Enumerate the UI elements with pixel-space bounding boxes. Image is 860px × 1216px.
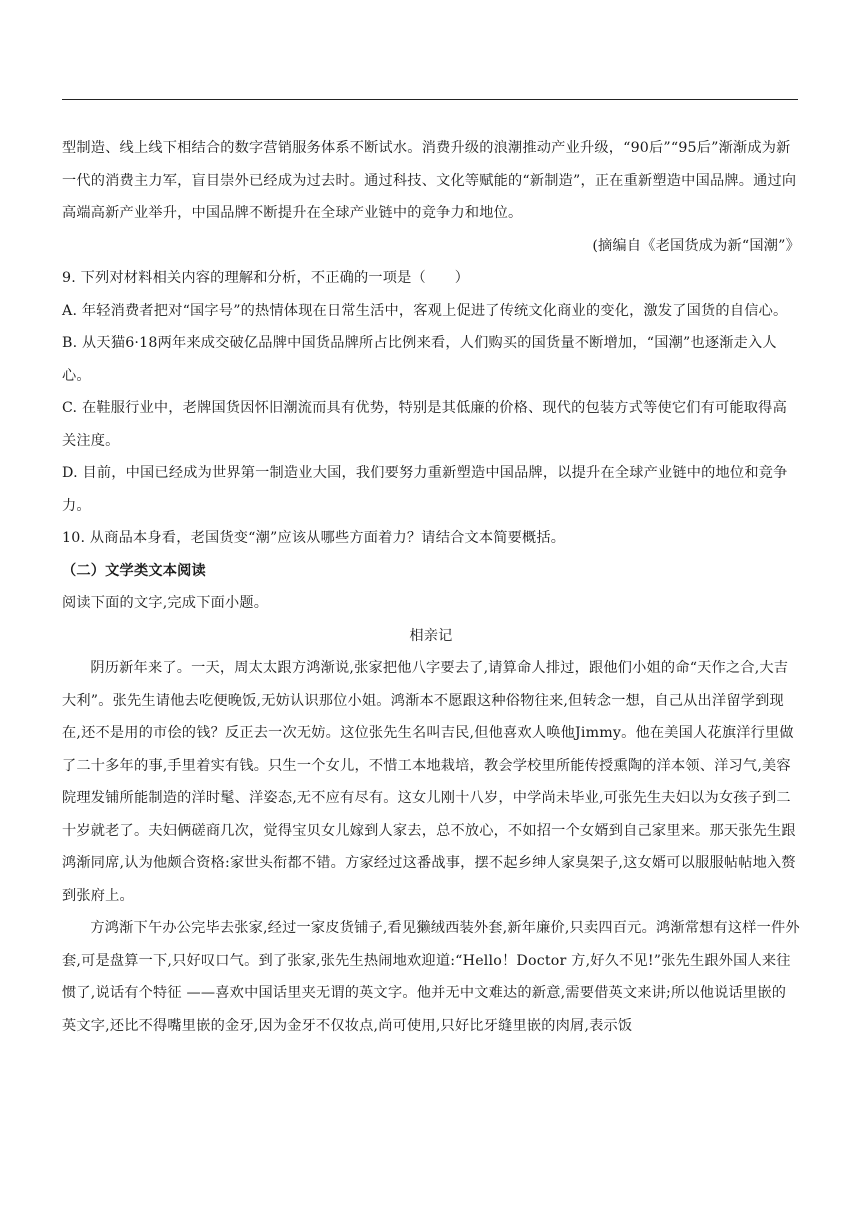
material-source: (摘编自《老国货成为新“国潮”》 <box>592 237 800 254</box>
option-a: A. 年轻消费者把对“国字号”的热情体现在日常生活中，客观上促进了传统文化商业的变化，激发了国货的自信心。 <box>62 302 788 319</box>
option-b: B. 从天猫6·18两年来成交破亿品牌中国货品牌所占比例来看，人们购买的国货量不断增加，“国潮”也逐渐走入人心。 <box>62 335 777 384</box>
question-9 <box>62 262 800 522</box>
article-paragraph-2: 方鸿渐下午办公完毕去张家,经过一家皮货铺子,看见獭绒西装外套,新年廉价,只卖四百元。鸿渐常想有这样一件外套,可是盘算一下,只好叹口气。到了张家,张先生热闹地欢迎道:“Hello！Doctor 方,好久不见!”张先生跟外国人来往惯了,说话有个特征 ——喜欢中国话里夹无谓的英文字。他并无中文难达的新意,需要借英文来讲;所以他说话里嵌的英文字,还比不得嘴里嵌的金牙,因为金牙不仅妆点,尚可使用,只好比牙缝里嵌的肉屑,表示饭 <box>62 920 800 1034</box>
article-title: 相亲记 <box>409 627 453 644</box>
document-body <box>62 132 800 1042</box>
header-rule <box>62 99 798 100</box>
article-paragraph-1: 阴历新年来了。一天，周太太跟方鸿渐说,张家把他八字要去了,请算命人排过，跟他们小姐的命“天作之合,大吉大利”。张先生请他去吃便晚饭,无妨认识那位小姐。鸿渐本不愿跟这种俗物往来,但转念一想，自己从出洋留学到现在,还不是用的市侩的钱？反正去一次无妨。这位张先生名叫吉民,但他喜欢人唤他Jimmy。他在美国人花旗洋行里做了二十多年的事,手里着实有钱。只生一个女儿，不惜工本地栽培，教会学校里所能传授熏陶的洋本领、洋习气,美容院理发铺所能制造的洋时髦、洋姿态,无不应有尽有。这女儿刚十八岁，中学尚未毕业,可张先生夫妇以为女孩子到二十岁就老了。夫妇俩磋商几次，觉得宝贝女儿嫁到人家去，总不放心，不如招一个女婿到自己家里来。那天张先生跟鸿渐同席,认为他颇合资格:家世头衔都不错。方家经过这番战事，摆不起乡绅人家臭架子,这女婿可以服服帖帖地入赘到张府上。 <box>62 660 796 904</box>
option-c: C. 在鞋服行业中，老牌国货因怀旧潮流而具有优势，特别是其低廉的价格、现代的包装方式等使它们有可能取得高关注度。 <box>62 400 787 449</box>
material-paragraph: 型制造、线上线下相结合的数字营销服务体系不断试水。消费升级的浪潮推动产业升级，“90后”“95后”渐渐成为新一代的消费主力军，盲目崇外已经成为过去时。通过科技、文化等赋能的“新制造”，正在重新塑造中国品牌。通过向高端高新产业举升，中国品牌不断提升在全球产业链中的竞争力和地位。 <box>62 140 797 221</box>
question-10-stem: 10. 从商品本身看，老国货变“潮”应该从哪些方面着力？请结合文本简要概括。 <box>62 530 566 546</box>
section-instruction: 阅读下面的文字,完成下面小题。 <box>62 595 269 611</box>
question-9-stem: 9. 下列对材料相关内容的理解和分析，不正确的一项是（ ） <box>62 270 470 286</box>
option-d: D. 目前，中国已经成为世界第一制造业大国，我们要努力重新塑造中国品牌，以提升在全球产业链中的地位和竞争力。 <box>62 465 788 514</box>
section-heading: （二）文学类文本阅读 <box>62 562 206 579</box>
